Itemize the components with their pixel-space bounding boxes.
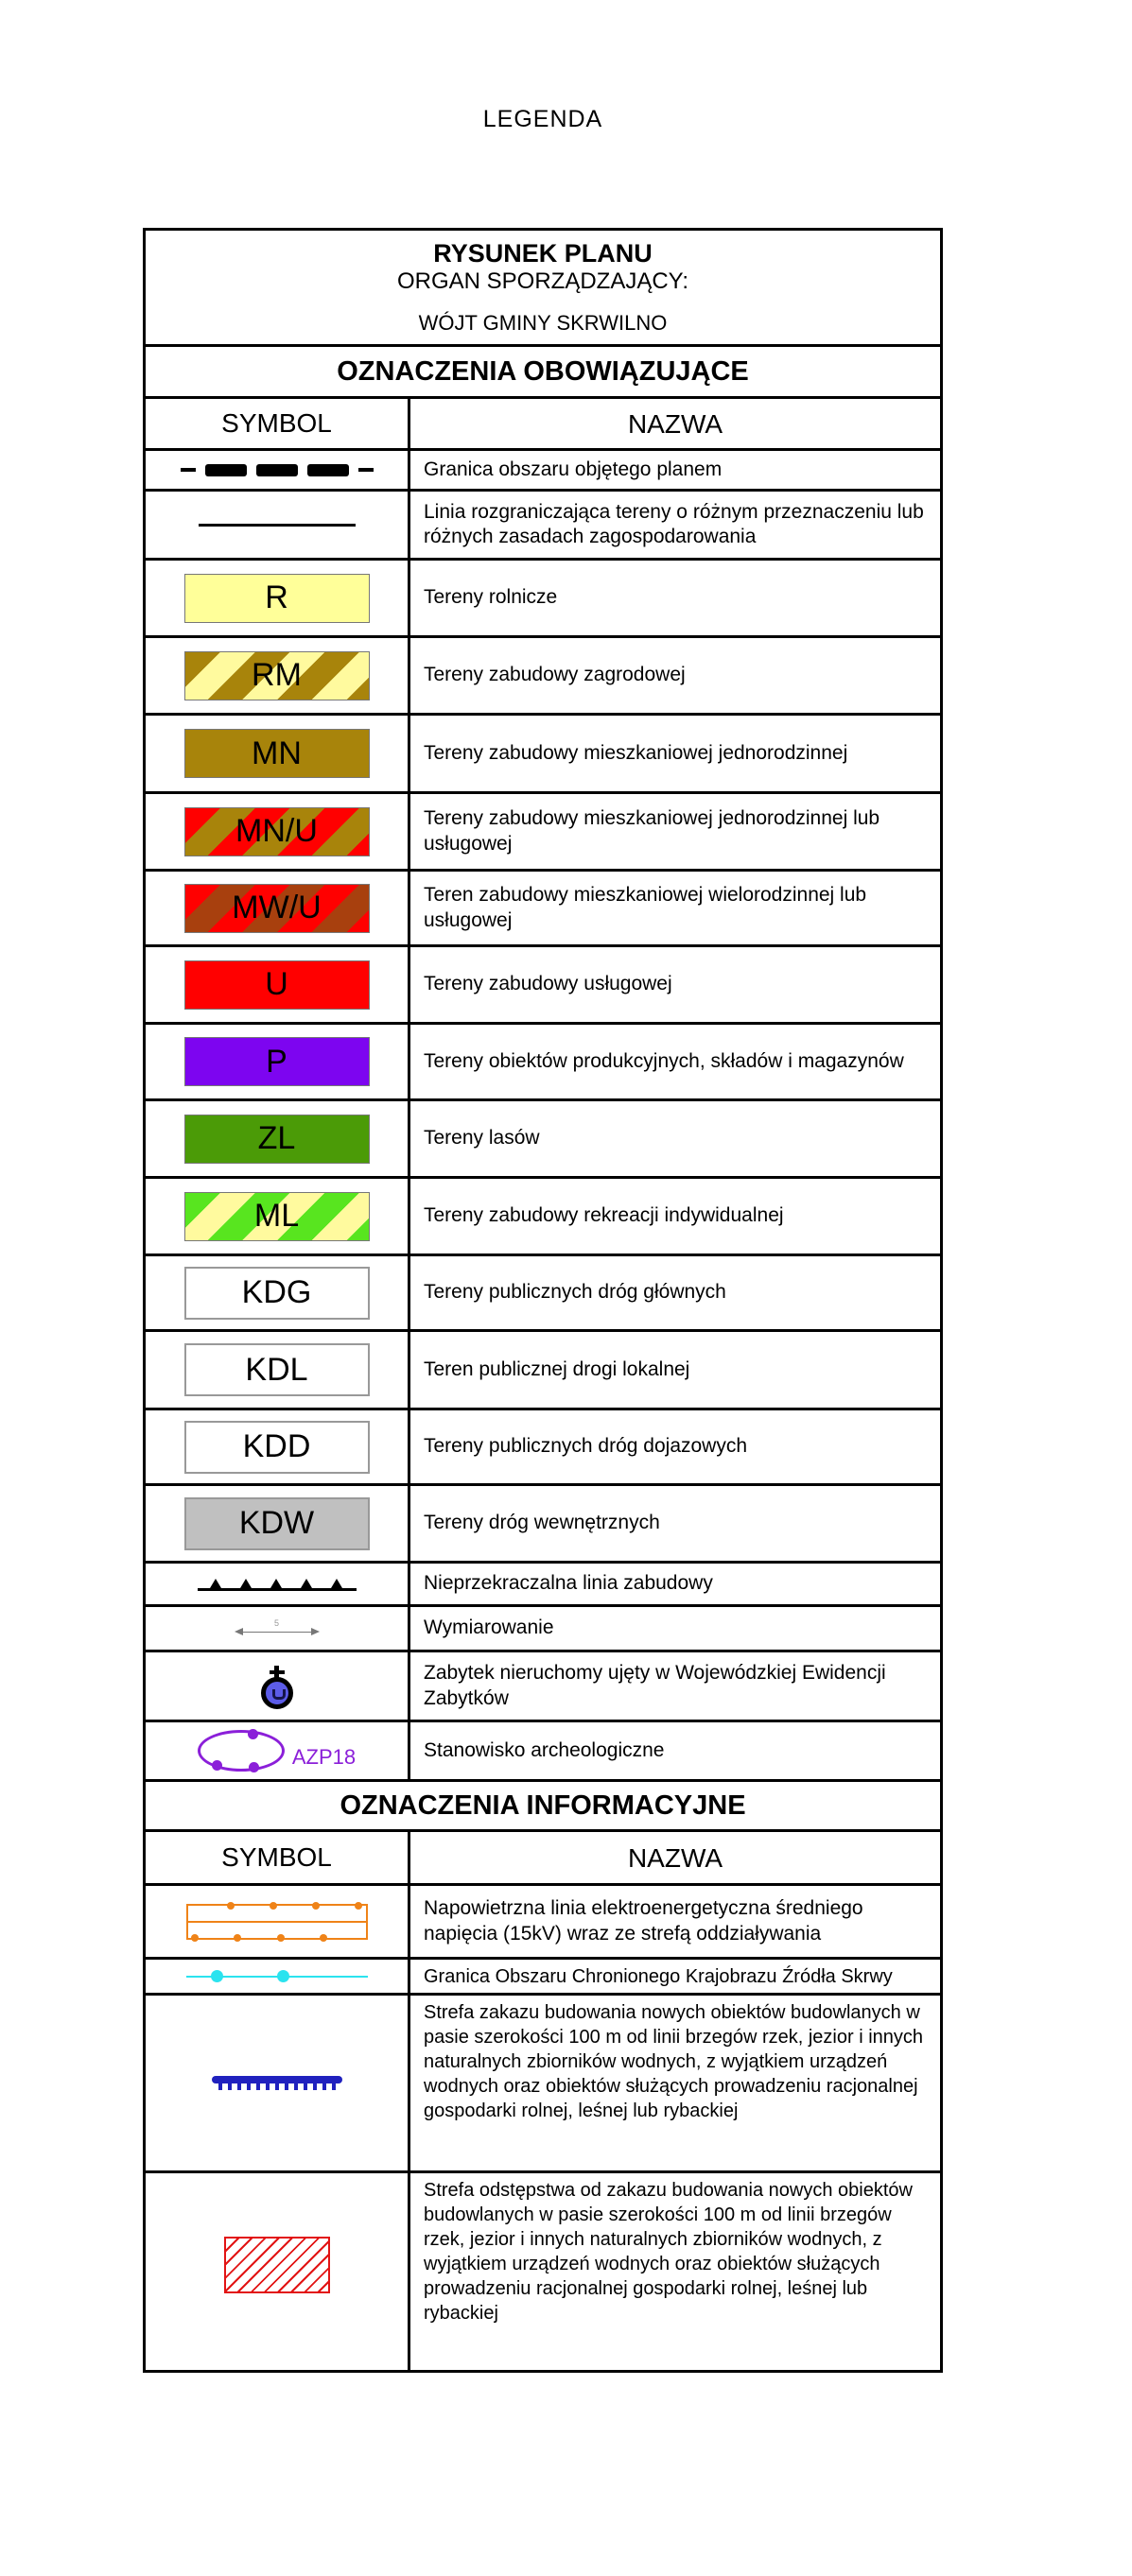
- triangle-mark: [301, 1579, 312, 1588]
- dimension-line: [240, 1632, 314, 1634]
- symbol-cell: [146, 451, 410, 489]
- pole-dot: [227, 1902, 235, 1910]
- plan-header-row: [146, 231, 940, 347]
- dimension-icon: [235, 1618, 320, 1639]
- dash-segment: [358, 468, 374, 472]
- legend-row-building-limit: [146, 1564, 940, 1607]
- site-dot: [249, 1762, 259, 1772]
- pole-dot: [270, 1902, 277, 1910]
- name-cell: [410, 1996, 940, 2170]
- row-name: Tereny zabudowy zagrodowej: [424, 664, 686, 686]
- row-name: Wymiarowanie: [424, 1616, 554, 1639]
- site-dot: [248, 1729, 258, 1739]
- symbol-cell: [146, 1025, 410, 1098]
- row-name: Tereny zabudowy usługowej: [424, 973, 672, 995]
- plan-boundary-icon: [181, 464, 374, 476]
- zone-chip-KDG-icon: KDG: [184, 1267, 370, 1320]
- triangle-mark: [210, 1579, 221, 1588]
- triangle-mark: [270, 1579, 282, 1588]
- zone-chip-R-icon: R: [184, 574, 370, 623]
- symbol-cell: [146, 794, 410, 869]
- symbol-cell: [146, 1332, 410, 1408]
- name-cell: [410, 1179, 940, 1253]
- symbol-cell: [146, 1886, 410, 1957]
- thick-segment: [205, 464, 247, 476]
- legend-row-archaeological: [146, 1722, 940, 1782]
- name-cell: [410, 1332, 940, 1408]
- legend-row-P: [146, 1025, 940, 1101]
- row-name: Tereny zabudowy mieszkaniowej jednorodzinnej: [424, 741, 848, 764]
- symbol-cell: [146, 1410, 410, 1483]
- row-name: Tereny dróg wewnętrznych: [424, 1512, 660, 1534]
- pole-dot: [234, 1934, 241, 1942]
- cross-horizontal: [270, 1670, 285, 1674]
- dividing-line-icon: [199, 524, 356, 527]
- name-cell: [410, 1410, 940, 1483]
- legend-row-R: [146, 561, 940, 638]
- section-title: OZNACZENIA OBOWIĄZUJĄCE: [337, 355, 749, 387]
- symbol-cell: [146, 2173, 410, 2370]
- plan-subtitle: ORGAN SPORZĄDZAJĄCY:: [396, 268, 689, 295]
- exemption-zone-icon: [224, 2237, 330, 2293]
- column-header-row: [146, 399, 940, 451]
- row-name: Zabytek nieruchomy ujęty w Wojewódzkiej Ewidencji Zabytków: [424, 1662, 886, 1709]
- name-cell: [410, 716, 940, 791]
- symbol-cell: [146, 1179, 410, 1253]
- row-name: Tereny obiektów produkcyjnych, składów i magazynów: [424, 1049, 904, 1072]
- zone-bar: [212, 2076, 342, 2083]
- legend-row-plan-boundary: [146, 451, 940, 492]
- row-name: Nieprzekraczalna linia zabudowy: [424, 1572, 713, 1595]
- symbol-cell: [146, 1722, 410, 1779]
- symbol-cell: [146, 638, 410, 713]
- name-cell: [410, 1722, 940, 1779]
- boundary-dot: [211, 1970, 223, 1982]
- site-label: AZP18: [291, 1745, 357, 1769]
- legend-row-RM: [146, 638, 940, 716]
- monument-icon: [260, 1666, 294, 1707]
- building-limit-line-icon: [198, 1577, 357, 1591]
- zone-chip-KDW-icon: KDW: [184, 1497, 370, 1550]
- row-name: Tereny publicznych dróg głównych: [424, 1281, 726, 1304]
- legend-row-dimension: [146, 1607, 940, 1652]
- symbol-cell: [146, 1607, 410, 1650]
- legend-row-power-line: [146, 1886, 940, 1960]
- dash-segment: [181, 468, 196, 472]
- power-line-axis: [188, 1921, 366, 1923]
- name-cell: [410, 794, 940, 869]
- name-cell: [410, 1607, 940, 1650]
- arrow-right-icon: [311, 1628, 320, 1635]
- legend-row-KDD: [146, 1410, 940, 1486]
- name-cell: [410, 1256, 940, 1329]
- column-header-symbol: SYMBOL: [146, 1832, 410, 1883]
- triangle-mark: [331, 1579, 342, 1588]
- name-cell: [410, 1486, 940, 1561]
- power-line-icon: [186, 1904, 368, 1940]
- symbol-cell: [146, 1960, 410, 1993]
- legend-row-MNU: [146, 794, 940, 872]
- archaeological-site-icon: [198, 1730, 356, 1772]
- arrow-left-icon: [235, 1628, 243, 1635]
- row-name: Tereny zabudowy mieszkaniowej jednorodzinnej lub usługowej: [424, 807, 880, 855]
- name-cell: [410, 492, 940, 558]
- zone-chip-MNU-icon: MN/U: [184, 807, 370, 856]
- section-title: OZNACZENIA INFORMACYJNE: [340, 1789, 746, 1821]
- legend-row-ZL: [146, 1101, 940, 1179]
- legend-row-no-build-zone: [146, 1996, 940, 2173]
- pole-dot: [277, 1934, 285, 1942]
- name-cell: [410, 1652, 940, 1720]
- column-header-name: NAZWA: [627, 1842, 723, 1873]
- zone-chip-RM-icon: RM: [184, 651, 370, 700]
- row-name: Tereny publicznych dróg dojazowych: [424, 1435, 748, 1458]
- legend-table: [143, 228, 943, 2373]
- symbol-cell: [146, 492, 410, 558]
- symbol-cell: [146, 1486, 410, 1561]
- symbol-cell: [146, 1652, 410, 1720]
- name-cell: [410, 1960, 940, 1993]
- zone-teeth: [218, 2083, 336, 2090]
- row-name: Tereny lasów: [424, 1127, 540, 1150]
- zone-chip-ML-icon: ML: [184, 1192, 370, 1241]
- name-cell: [410, 451, 940, 489]
- plan-authority: WÓJT GMINY SKRWILNO: [418, 310, 668, 335]
- monument-detail: [272, 1689, 286, 1700]
- zone-chip-KDD-icon: KDD: [184, 1421, 370, 1474]
- pole-dot: [191, 1934, 199, 1942]
- legend-row-protected-landscape: [146, 1960, 940, 1996]
- zone-chip-MN-icon: MN: [184, 729, 370, 778]
- boundary-dot: [277, 1970, 289, 1982]
- line: [198, 1588, 357, 1591]
- symbol-cell: [146, 1996, 410, 2170]
- legend-row-KDG: [146, 1256, 940, 1332]
- name-cell: [410, 1101, 940, 1176]
- column-header-name: NAZWA: [627, 408, 723, 439]
- name-cell: [410, 947, 940, 1022]
- legend-row-dividing-line: [146, 492, 940, 561]
- name-cell: [410, 561, 940, 635]
- plan-title: RYSUNEK PLANU: [433, 239, 653, 268]
- symbol-cell: [146, 1564, 410, 1604]
- symbol-cell: [146, 716, 410, 791]
- pole-dot: [312, 1902, 320, 1910]
- section-header-mandatory: [146, 347, 940, 399]
- legend-row-MN: [146, 716, 940, 794]
- legend-row-KDL: [146, 1332, 940, 1410]
- row-name: Tereny rolnicze: [424, 586, 558, 609]
- no-build-zone-icon: [212, 2076, 342, 2091]
- symbol-cell: [146, 561, 410, 635]
- zone-chip-KDL-icon: KDL: [184, 1343, 370, 1396]
- legend-row-ML: [146, 1179, 940, 1256]
- page-title: LEGENDA: [482, 106, 603, 132]
- section-header-informational: [146, 1782, 940, 1832]
- legend-row-exemption-zone: [146, 2173, 940, 2370]
- symbol-cell: [146, 1256, 410, 1329]
- legend-row-MWU: [146, 872, 940, 947]
- row-name: Granica Obszaru Chronionego Krajobrazu Źródła Skrwy: [424, 1965, 893, 1987]
- thick-segment: [256, 464, 298, 476]
- pole-dot: [320, 1934, 327, 1942]
- row-name: Granica obszaru objętego planem: [424, 458, 723, 480]
- symbol-cell: [146, 872, 410, 944]
- row-name: Napowietrzna linia elektroenergetyczna średniego napięcia (15kV) wraz ze strefą oddziaływania: [424, 1897, 863, 1945]
- legend-row-KDW: [146, 1486, 940, 1564]
- row-name: Teren publicznej drogi lokalnej: [424, 1357, 690, 1380]
- row-name: Strefa odstępstwa od zakazu budowania nowych obiektów budowlanych w pasie szerokości 100 m od linii brzegów rzek, jezior i innych naturalnych zbiorników wodnych, z wyjątkiem urządzeń wodnych oraz obiektów służących prowadzeniu racjonalnej gospodarki rolnej, leśnej lub rybackiej: [424, 2180, 913, 2324]
- legend-row-U: [146, 947, 940, 1025]
- row-name: Teren zabudowy mieszkaniowej wielorodzinnej lub usługowej: [424, 884, 867, 931]
- name-cell: [410, 1025, 940, 1098]
- dimension-value: 5: [273, 1617, 279, 1628]
- name-cell: [410, 2173, 940, 2370]
- pole-dot: [355, 1902, 362, 1910]
- column-header-row: [146, 1832, 940, 1886]
- name-cell: [410, 1564, 940, 1604]
- row-name: Linia rozgraniczająca tereny o różnym przeznaczeniu lub różnych zasadach zagospodarowania: [424, 500, 924, 547]
- name-cell: [410, 1886, 940, 1957]
- site-ellipse: [198, 1730, 285, 1772]
- name-cell: [410, 872, 940, 944]
- triangle-mark: [240, 1579, 252, 1588]
- legend-row-monument: [146, 1652, 940, 1722]
- row-name: Stanowisko archeologiczne: [424, 1738, 665, 1761]
- name-cell: [410, 638, 940, 713]
- zone-chip-P-icon: P: [184, 1037, 370, 1086]
- symbol-cell: [146, 947, 410, 1022]
- column-header-symbol: SYMBOL: [146, 399, 410, 448]
- symbol-cell: [146, 1101, 410, 1176]
- zone-chip-ZL-icon: ZL: [184, 1115, 370, 1164]
- protected-landscape-boundary-icon: [186, 1969, 368, 1984]
- site-dot: [212, 1760, 222, 1771]
- thick-segment: [307, 464, 349, 476]
- zone-chip-U-icon: U: [184, 960, 370, 1010]
- zone-chip-MWU-icon: MW/U: [184, 884, 370, 933]
- row-name: Tereny zabudowy rekreacji indywidualnej: [424, 1204, 784, 1227]
- row-name: Strefa zakazu budowania nowych obiektów budowlanych w pasie szerokości 100 m od linii brzegów rzek, jezior i innych naturalnych zbiorników wodnych, z wyjątkiem urządzeń wodnych oraz obiektów służących prowadzeniu racjonalnej gospodarki rolnej, leśnej lub rybackiej: [424, 2002, 924, 2121]
